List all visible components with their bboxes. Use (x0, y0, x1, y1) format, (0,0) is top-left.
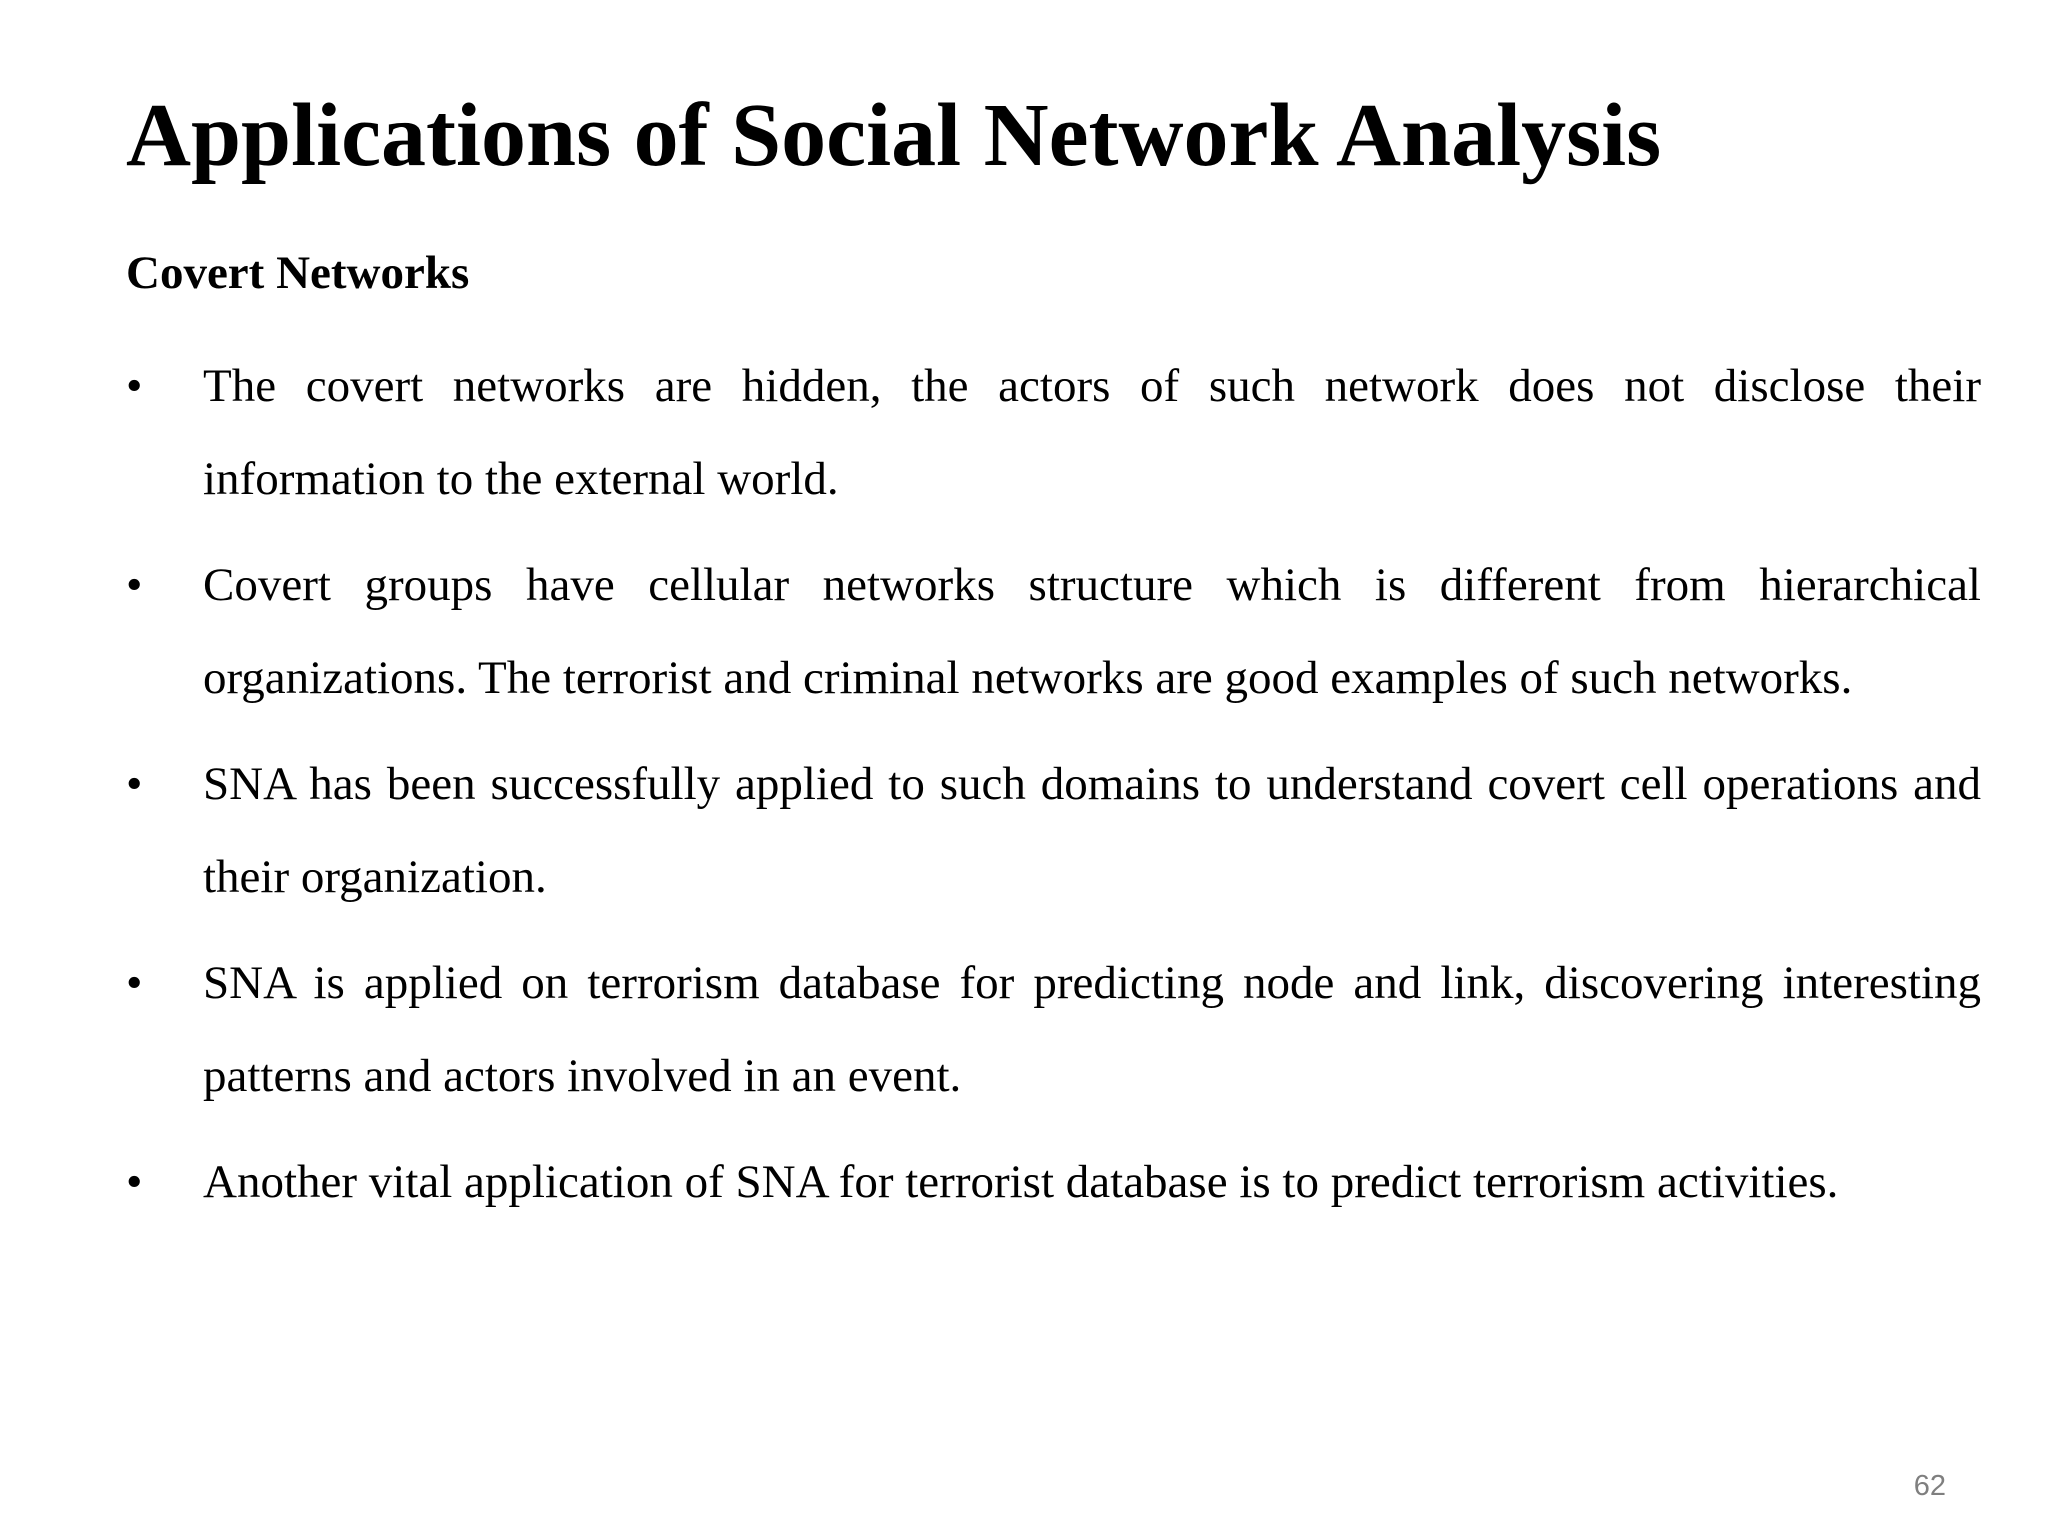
bullet-item (126, 738, 1981, 924)
bullet-item (126, 340, 1981, 526)
bullet-icon: • (126, 957, 143, 1009)
page-number: 62 (1913, 1470, 1946, 1502)
bullet-list (126, 340, 1981, 1242)
bullet-text: Covert groups have cellular networks structure which is different from hierarchical organizations. The terrorist and criminal networks are good examples of such networks. (203, 559, 1981, 704)
bullet-icon: • (126, 360, 143, 412)
bullet-item (126, 1136, 1981, 1229)
bullet-icon: • (126, 559, 143, 611)
bullet-icon: • (126, 758, 143, 810)
bullet-item (126, 937, 1981, 1123)
bullet-item (126, 539, 1981, 725)
bullet-text: SNA has been successfully applied to such domains to understand covert cell operations and their organization. (203, 758, 1981, 903)
bullet-text: Another vital application of SNA for terrorist database is to predict terrorism activities. (203, 1156, 1839, 1208)
bullet-icon: • (126, 1156, 143, 1208)
bullet-text: SNA is applied on terrorism database for predicting node and link, discovering interesting patterns and actors involved in an event. (203, 957, 1981, 1102)
bullet-text: The covert networks are hidden, the actors of such network does not disclose their information to the external world. (203, 360, 1981, 505)
section-heading: Covert Networks (126, 247, 470, 299)
slide-title: Applications of Social Network Analysis (126, 86, 1662, 185)
